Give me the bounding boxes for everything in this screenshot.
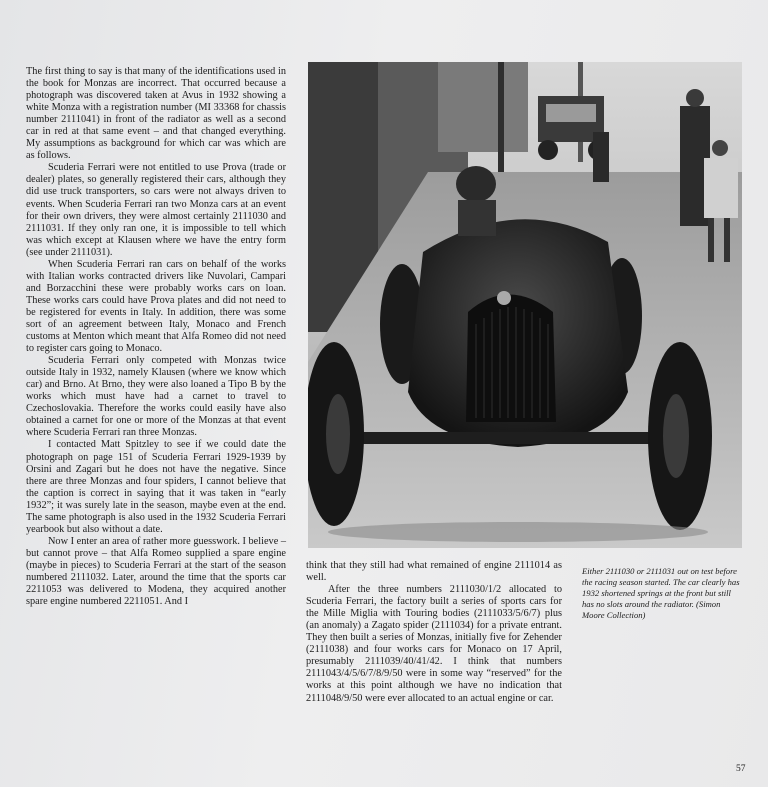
text-column-left [26,66,286,608]
text-column-middle [306,560,562,705]
paragraph: Now I enter an area of rather more guesswork. I believe – but cannot prove – that Alfa Romeo supplied a spare engine (maybe in pieces) to Scuderia Ferrari at the start of the season numbered 2111032. Later, around the time that the sports car 2211053 was delivered to Modena, they acquired another spare engine numbered 2211051. And I [26,535,286,608]
paragraph: think that they still had what remained of engine 2111014 as well. [306,560,562,584]
page-number: 57 [736,764,746,774]
paragraph: I contacted Matt Spitzley to see if we could date the photograph on page 151 of Scuderia Ferrari 1929-1939 by Orsini and Zagari but he does not have the negative. Since there are three Monzas and four spiders, I cannot believe that the caption is correct in saying that it was taken in “early 1932”; it was surely late in the season, maybe even at the end. The same photograph is also used in the 1932 Scuderia Ferrari yearbook but also without a date. [26,439,286,535]
racing-car-photo [308,62,742,548]
photo-illustration [308,62,742,548]
paragraph: Scuderia Ferrari only competed with Monzas twice outside Italy in 1932, namely Klausen (where we know which car) and Brno. At Brno, they were also loaned a Tipo B by the works which must have had a carnet to travel to Czechoslovakia. Therefore the works could easily have also obtained a carnet for one or more of the Monzas at that event where Scuderia Ferrari ran three Monzas. [26,355,286,439]
paragraph: After the three numbers 2111030/1/2 allocated to Scuderia Ferrari, the factory built a series of sports cars for the Mille Miglia with Touring bodies (2111033/5/6/7) plus (an anomaly) a Zagato spider (2111034) for a private entrant. They then built a series of Monzas, initially five for Zehender (2111038) and four works cars for Monaco on 17 April, presumably 2111039/40/41/42. I think that numbers 2111043/4/5/6/7/8/9/50 were in some way “reserved” for the works at this point although we have no indication that 2111048/9/50 were ever allocated to an actual engine or car. [306,584,562,704]
paragraph: Scuderia Ferrari were not entitled to use Prova (trade or dealer) plates, so generally registered their cars, although they did use truck transporters, so cars were not always driven to events. When Scuderia Ferrari ran two Monza cars at an event for their own drivers, they were almost certainly 2111030 and 2111031. If they only ran one, it is impossible to tell which was which except at Klausen where we have the entry form (see under 2111031). [26,162,286,258]
photo-caption: Either 2111030 or 2111031 out on test before the racing season started. The car clearly has 1932 shortened springs at the front but still has no slots around the radiator. (Simon Moore Collection) [582,566,740,620]
paragraph: The first thing to say is that many of the identifications used in the book for Monzas are incorrect. That occurred because a photograph was discovered taken at Avus in 1932 showing a white Monza with a registration number (MI 33368 for chassis number 2111041) in front of the radiator as well as a second car in red at that same event – and that changed everything. My assumptions as background for which car was which are as follows. [26,66,286,162]
paragraph: When Scuderia Ferrari ran cars on behalf of the works with Italian works contracted drivers like Nuvolari, Campari and Borzacchini these were probably works cars on loan. These works cars could have Prova plates and did not need to be registered for events in Italy. In addition, there was some sort of an agreement between Italy, Monaco and French customs at Menton which meant that Alfa Romeo did not need to register cars going to Monaco. [26,258,286,355]
